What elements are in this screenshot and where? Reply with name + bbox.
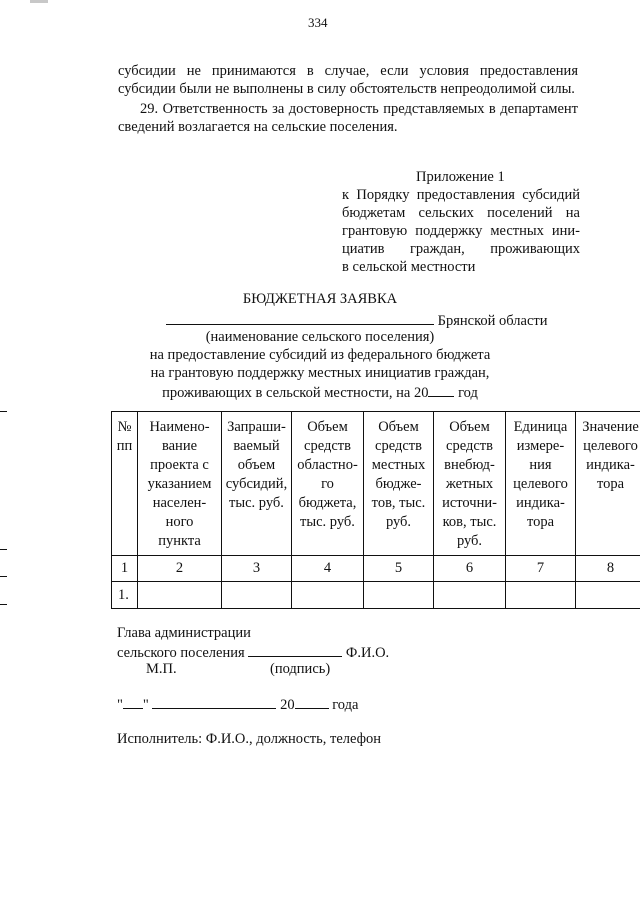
column-number: 4: [292, 556, 364, 582]
date-line: [117, 694, 358, 714]
signature-fio: Ф.И.О.: [345, 645, 390, 661]
appendix-line: бюджетам сельских поселений на: [342, 205, 580, 221]
column-number: 8: [576, 556, 640, 582]
signature-position-text: сельского поселения: [117, 645, 245, 661]
region-caption: (наименование сельского поселения): [205, 329, 435, 345]
appendix-line: грантовую поддержку местных ини-: [342, 223, 580, 239]
purpose-line-3: [0, 382, 640, 402]
region-line: [166, 310, 547, 330]
paragraph-29: [118, 100, 578, 136]
table-cell: [292, 582, 364, 609]
adjacent-page-line: [0, 411, 7, 412]
adjacent-page-line: [0, 576, 7, 577]
year-blank: [295, 694, 329, 709]
table-header-row: [112, 412, 640, 556]
page-number: 334: [308, 15, 328, 30]
header-local-budgets: Объем средств местных бюдже- тов, тыс. руб.: [364, 412, 434, 556]
signature-position-line-1: Глава администрации: [117, 625, 251, 641]
settlement-name-blank: [166, 310, 434, 325]
table-cell: [364, 582, 434, 609]
region-suffix: Брянской области: [437, 313, 548, 329]
date-year-prefix: 20: [280, 697, 295, 713]
header-requested-subsidy: Запраши- ваемый объем субсидий, тыс. руб.: [222, 412, 292, 556]
adjacent-page-line: [0, 604, 7, 605]
appendix-line: к Порядку предоставления субсидий: [342, 187, 580, 203]
column-number: 1: [112, 556, 138, 582]
stamp-label: М.П.: [146, 661, 177, 677]
header-number: № пп: [112, 412, 138, 556]
column-number: 3: [222, 556, 292, 582]
date-quote-close: ": [142, 697, 149, 713]
column-number: 6: [434, 556, 506, 582]
header-indicator-value: Значение целевого индика- тора: [576, 412, 640, 556]
header-extrabudgetary: Объем средств внебюд- жетных источни- ков, тыс. руб.: [434, 412, 506, 556]
appendix-line: циатив граждан, проживающих: [342, 241, 580, 257]
purpose-line-3-prefix: проживающих в сельской местности, на 20: [162, 385, 429, 401]
signature-position-line-2: [117, 642, 389, 662]
table-cell: 1.: [112, 582, 138, 609]
paragraph-29-line-2: сведений возлагается на сельские поселения.: [118, 119, 398, 135]
table-cell: [222, 582, 292, 609]
signature-caption: (подпись): [270, 661, 331, 677]
scan-artifact-mark: [30, 0, 48, 3]
table-cell: [434, 582, 506, 609]
table-cell: [506, 582, 576, 609]
column-number-row: [112, 556, 640, 582]
header-regional-budget: Объем средств областно- го бюджета, тыс. руб.: [292, 412, 364, 556]
month-blank: [152, 694, 276, 709]
paragraph-continuation: субсидии не принимаются в случае, если условия предоставления субсидии были не выполнены в силу обстоятельств непреодолимой силы.: [118, 63, 578, 97]
appendix-line: в сельской местности: [342, 259, 476, 275]
budget-request-table: [111, 411, 640, 609]
executor-line: Исполнитель: Ф.И.О., должность, телефон: [117, 731, 382, 747]
header-project-name: Наимено- вание проекта с указанием населен- ного пункта: [138, 412, 222, 556]
column-number: 5: [364, 556, 434, 582]
purpose-line-1: на предоставление субсидий из федерального бюджета: [149, 347, 491, 363]
purpose-line-2: на грантовую поддержку местных инициатив граждан,: [150, 365, 490, 381]
day-blank: [123, 694, 143, 709]
header-indicator-unit: Единица измере- ния целевого индика- тора: [506, 412, 576, 556]
purpose-line-3-suffix: год: [458, 385, 478, 401]
paragraph-29-line-1: 29. Ответственность за достоверность представляемых в департамент: [140, 101, 578, 117]
signature-blank: [248, 642, 342, 657]
table-cell: [138, 582, 222, 609]
table-cell: [576, 582, 640, 609]
table-row: [112, 582, 640, 609]
appendix-title: Приложение 1: [416, 169, 505, 185]
column-number: 2: [138, 556, 222, 582]
date-suffix: года: [332, 697, 359, 713]
date-quote-open: ": [117, 697, 123, 713]
form-title: БЮДЖЕТНАЯ ЗАЯВКА: [242, 291, 398, 307]
adjacent-page-line: [0, 549, 7, 550]
year-blank: [428, 382, 454, 397]
appendix-description: [342, 186, 580, 276]
column-number: 7: [506, 556, 576, 582]
